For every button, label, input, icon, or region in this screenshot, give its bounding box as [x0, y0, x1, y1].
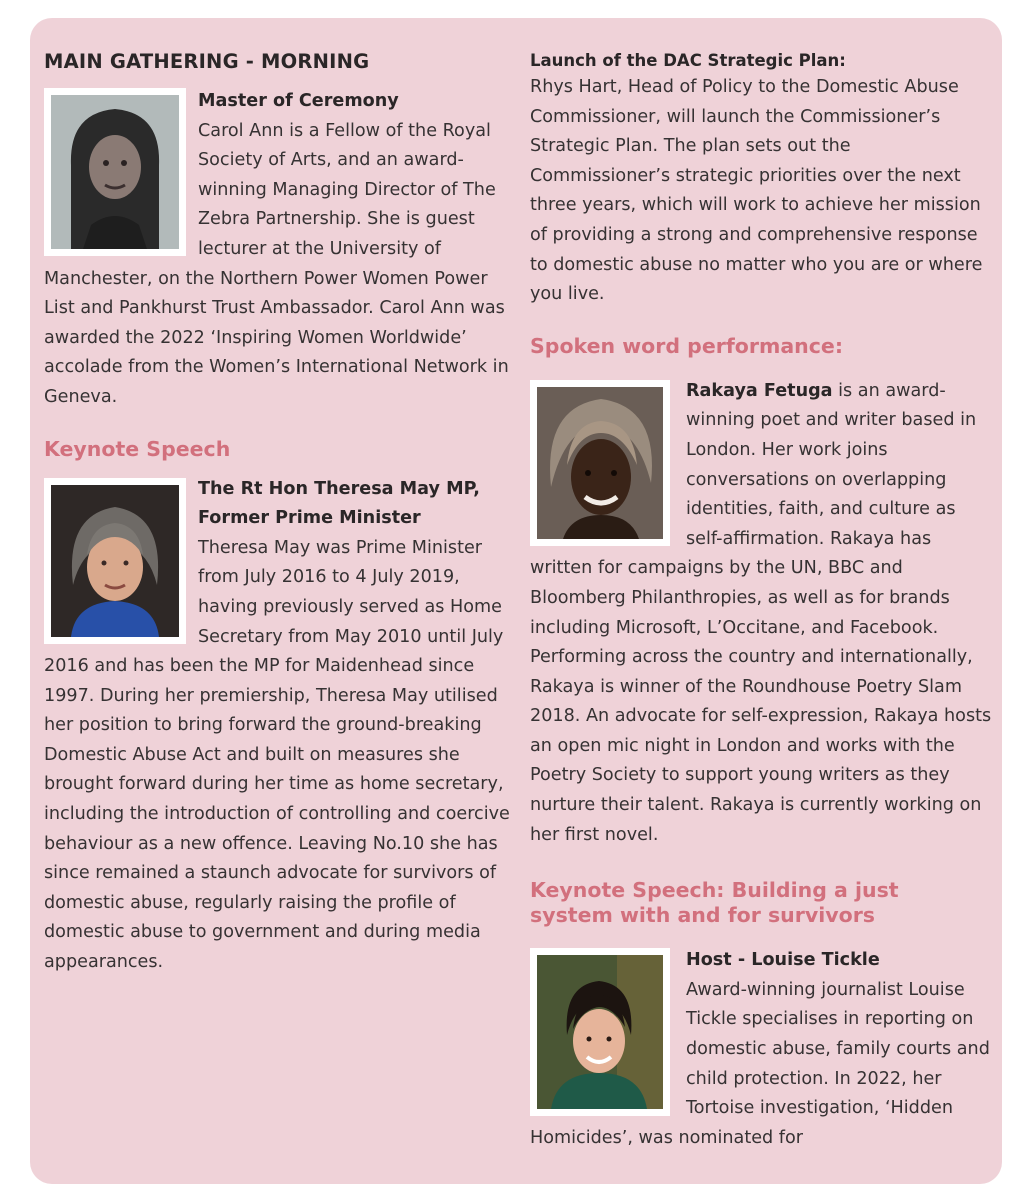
keynote-photo: [44, 478, 186, 644]
moc-role: Master of Ceremony: [198, 91, 399, 111]
keynote2-photo: [530, 948, 670, 1116]
keynote2-host: Host - Louise Tickle: [686, 950, 880, 971]
moc-bio: Carol Ann is a Fellow of the Royal Society of Arts, and an award-winning Managing Director of The Zebra Partnership. She is guest lecturer at the University of Manchester, on the Northern Power Women Power List and Pankhurst Trust Ambassador. Carol Ann was awarded the 2022 ‘Inspiring Women Worldwide’ accolade from the Women’s International Network in Geneva.: [44, 120, 509, 407]
keynote-name-line1: The Rt Hon Theresa May MP,: [198, 478, 480, 499]
keynote2-bio: Award-winning journalist Louise Tickle specialises in reporting on domestic abuse, family courts and child protection. In 2022, her Tortoise investigation, ‘Hidden Homicides’, was nominated for: [530, 979, 990, 1148]
portrait-carol-ann: [51, 95, 179, 249]
moc-block: [44, 87, 510, 413]
portrait-theresa-may: [51, 485, 179, 637]
keynote-block: [44, 475, 510, 978]
keynote-heading: Keynote Speech: [44, 436, 231, 461]
spoken-name: Rakaya Fetuga: [686, 380, 833, 401]
portrait-louise-tickle: [537, 955, 663, 1109]
section-title: MAIN GATHERING - MORNING: [44, 50, 370, 73]
dac-heading: Launch of the DAC Strategic Plan:: [530, 51, 846, 70]
portrait-rakaya-fetuga: [537, 387, 663, 539]
spoken-bio: is an award-winning poet and writer based in London. Her work joins conversations on overlapping identities, faith, and culture as self-affirmation. Rakaya has written for campaigns by the UN, BBC and Bloomberg Philanthropies, as well as for brands including Microsoft, L’Occitane, and Facebook. Performing across the country and internationally, Rakaya is winner of the Roundhouse Poetry Slam 2018. An advocate for self-expression, Rakaya hosts an open mic night in London and works with the Poetry Society to support young writers as they nurture their talent. Rakaya is currently working on her first novel.: [530, 380, 992, 845]
dac-body: Rhys Hart, Head of Policy to the Domestic Abuse Commissioner, will launch the Commissioner’s Strategic Plan. The plan sets out the Commissioner’s strategic priorities over the next three years, which will work to achieve her mission of providing a strong and comprehensive response to domestic abuse no matter who you are or where you live.: [530, 77, 983, 305]
keynote2-block: [530, 946, 992, 1153]
agenda-card: [30, 18, 1002, 1184]
spoken-heading: Spoken word performance:: [530, 333, 844, 358]
spoken-block: [530, 377, 992, 851]
keynote2-heading: Keynote Speech: Building a just system with and for survivors: [530, 878, 899, 928]
keynote-name-line2: Former Prime Minister: [198, 508, 421, 529]
right-column: [530, 18, 992, 1153]
moc-photo: [44, 88, 186, 256]
spoken-photo: [530, 380, 670, 546]
left-column: [44, 18, 510, 978]
keynote-bio: Theresa May was Prime Minister from July 2016 to 4 July 2019, having previously served as Home Secretary from May 2010 until July 2016 and has been the MP for Maidenhead since 1997. During her premiership, Theresa May utilised her position to bring forward the ground-breaking Domestic Abuse Act and built on measures she brought forward during her time as home secretary, including the introduction of controlling and coercive behaviour as a new offence. Leaving No.10 she has since remained a staunch advocate for survivors of domestic abuse, regularly raising the profile of domestic abuse to government and during media appearances.: [44, 537, 510, 973]
